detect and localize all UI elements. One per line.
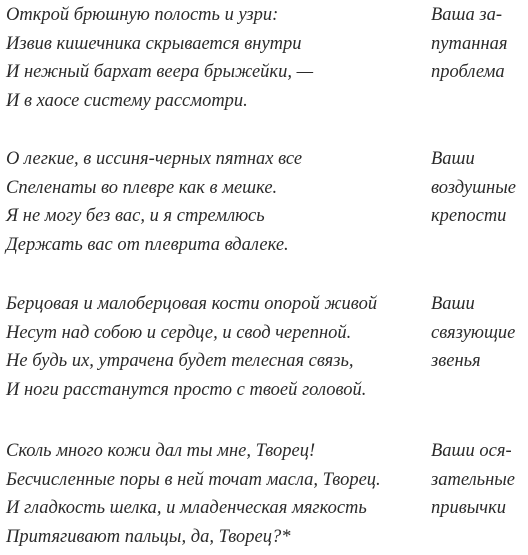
verse-line: О легкие, в иссиня-черных пятнах все	[6, 149, 303, 169]
verse-line: И в хаосе систему рассмотри.	[6, 90, 248, 111]
note-line: путанная	[431, 33, 508, 54]
note-line: крепости	[431, 206, 507, 226]
verse-line: Извив кишечника скрывается внутри	[6, 33, 302, 54]
verse-line: Спеленаты во плевре как в мешке.	[6, 177, 278, 198]
note-line: звенья	[431, 351, 481, 371]
verse-line: Открой брюшную полость и узри:	[6, 5, 279, 25]
verse-line: И ноги расстанутся просто с твоей головой.	[6, 379, 367, 400]
note-line: воздушные	[431, 177, 516, 198]
note-line: Ваша за-	[431, 5, 503, 25]
margin-note	[431, 145, 528, 231]
margin-note	[431, 1, 528, 87]
verse-lines	[6, 437, 416, 551]
note-line: привычки	[431, 498, 507, 518]
verse-line: Я не могу без вас, и я стремлюсь	[6, 206, 265, 226]
note-line: Ваши ося-	[431, 441, 512, 461]
note-line: проблема	[431, 62, 505, 82]
note-line: связующие	[431, 322, 516, 343]
verse-line: Берцовая и малоберцовая кости опорой живой	[6, 294, 378, 314]
verse-line: Притягивают пальцы, да, Творец?*	[6, 526, 291, 547]
verse-lines	[6, 1, 416, 115]
margin-note	[431, 437, 528, 523]
verse-line: Несут над собою и сердце, и свод черепной.	[6, 322, 352, 343]
verse-line: И гладкость шелка, и младенческая мягкость	[6, 498, 367, 518]
verse-line: Не будь их, утрачена будет телесная связь,	[6, 351, 354, 371]
verse-lines	[6, 290, 416, 404]
note-line: Ваши	[431, 294, 475, 314]
note-line: Ваши	[431, 149, 475, 169]
verse-line: И нежный бархат веера брыжейки, —	[6, 62, 314, 82]
verse-line: Держать вас от плеврита вдалеке.	[6, 234, 289, 255]
verse-line: Бесчисленные поры в ней точат масла, Творец.	[6, 469, 381, 490]
verse-lines	[6, 145, 416, 259]
margin-note	[431, 290, 528, 376]
verse-line: Сколь много кожи дал ты мне, Творец!	[6, 441, 316, 461]
note-line: зательные	[431, 469, 515, 490]
